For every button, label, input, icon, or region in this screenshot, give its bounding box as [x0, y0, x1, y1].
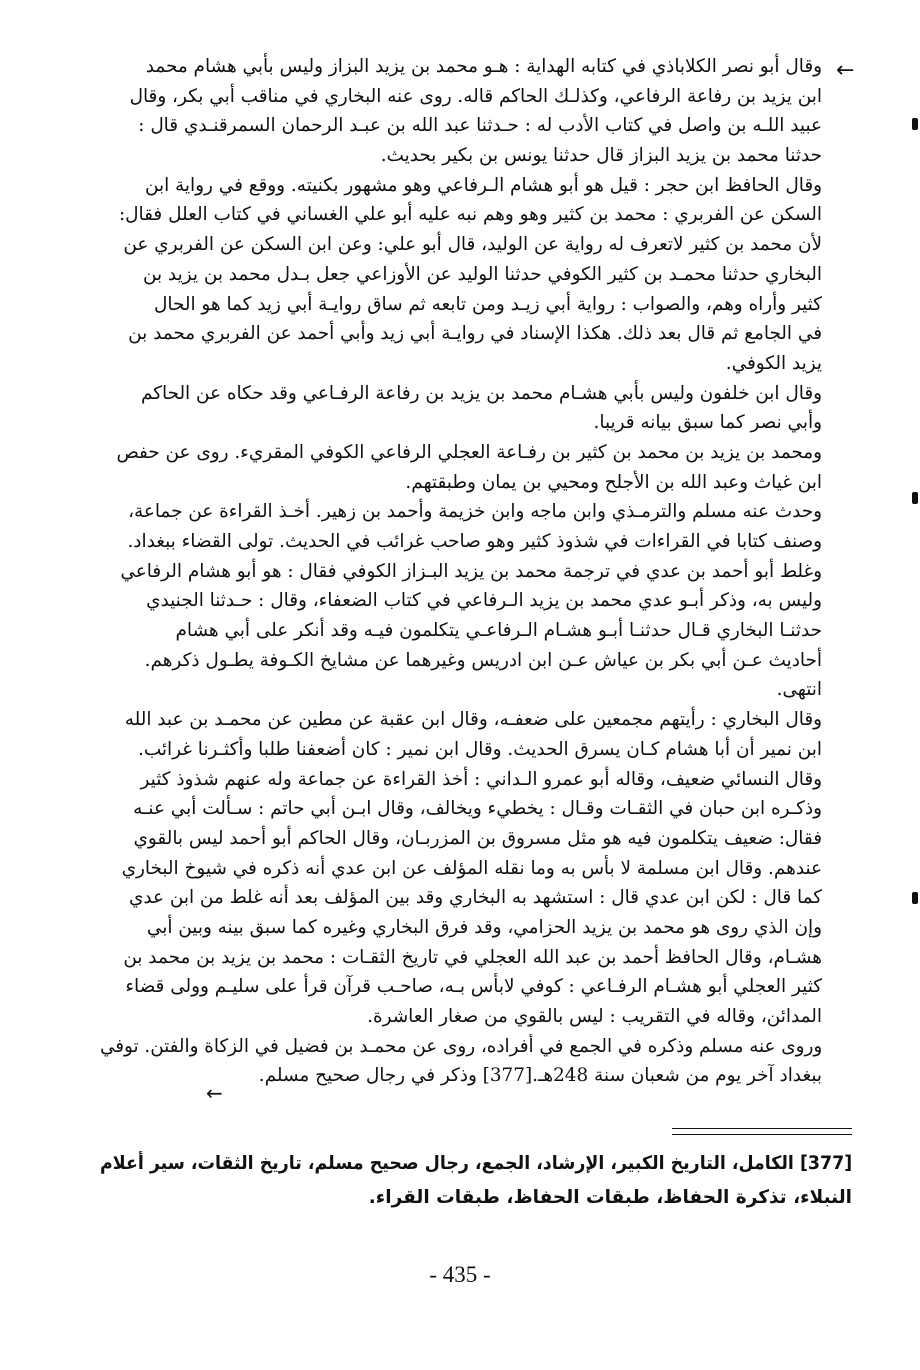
text-line: عندهم. وقال ابن مسلمة لا بأس به وما نقله المؤلف عن ابن عدي أنه ذكره في شيوخ البخاري — [121, 857, 822, 879]
text-line: وروى عنه مسلم وذكره في الجمع في أفراده، روى عن محمـد بن فضيل في الزكاة والفتن. توفي — [100, 1035, 822, 1057]
text-line: وقال ابن خلفون وليس بأبي هشـام محمد بن يزيد بن رفاعة الرفـاعي وقد حكاه عن الحاكم — [140, 382, 822, 404]
page-number: - 435 - — [429, 1262, 491, 1287]
text-line: فقال: ضعيف يتكلمون فيه هو مثل مسروق بن المزربـان، وقال الحاكم أبو أحمد ليس بالقوي — [133, 827, 822, 849]
main-text — [100, 52, 822, 1091]
binding-hole-mark — [912, 492, 918, 504]
text-line: لأن محمد بن كثير لاتعرف له رواية عن الوليد، قال أبو علي: وعن ابن السكن عن الفربري عن — [123, 234, 822, 256]
text-line: ابن غياث وعبد الله بن الأجلح ومحيي بن يمان وطبقتهم. — [405, 471, 822, 493]
continuation-arrow-end-icon: ← — [206, 1081, 223, 1105]
binding-hole-mark — [912, 118, 918, 130]
text-line: في الجامع ثم قال بعد ذلك. هكذا الإسناد في روايـة أبي زيد وأبي أحمد عن الفربري محمد بن — [128, 323, 822, 345]
text-line: وقال البخاري : رأيتهم مجمعين على ضعفـه، وقال ابن عقبة عن مطين عن محمـد بن عبد الله — [124, 709, 822, 731]
text-line: وحدث عنه مسلم والترمـذي وابن ماجه وابن خزيمة وأحمد بن زهير. أخـذ القراءة عن جماعة، — [128, 501, 822, 523]
text-line: وغلط أبو أحمد بن عدي في ترجمة محمد بن يزيد البـزاز الكوفي فقال : هو أبو هشام الرفاعي — [120, 560, 822, 582]
text-line: حدثنا محمد بن يزيد البزاز قال حدثنا يونس بن بكير بحديث. — [380, 145, 822, 167]
text-line: وقال أبو نصر الكلاباذي في كتابه الهداية : هـو محمد بن يزيد البزاز وليس بأبي هشام محمد — [145, 56, 822, 77]
binding-hole-mark — [912, 892, 918, 904]
text-line: وقال النسائي ضعيف، وقاله أبو عمرو الـداني : أخذ القراءة عن جماعة وله عنهم شذوذ كثير — [140, 768, 822, 790]
text-line: هشـام، وقال الحافظ أحمد بن عبد الله العجلي في تاريخ الثقـات : محمد بن يزيد بن محمد بن — [123, 946, 822, 968]
text-line: كثير وأراه وهم، والصواب : رواية أبي زيـد ومن تابعه ثم ساق روايـة أبي زيد كما هو الحال — [154, 293, 822, 315]
text-line: ابن يزيد بن رفاعة الرفاعي، وكذلـك الحاكم قاله. روى عنه البخاري في مناقب أبي بكر، وقال — [129, 85, 822, 107]
text-line: وإن الذي روى هو محمد بن يزيد الحزامي، وقد فرق البخاري وغيره كما سبق بينه وبين أبي — [146, 916, 822, 938]
footnote — [100, 1147, 852, 1215]
footnote-separator — [672, 1128, 852, 1129]
text-line: البخاري حدثنا محمـد بن كثير الكوفي حدثنا الوليد عن الأوزاعي جعل بـدل محمد بن يزيد بن — [142, 263, 822, 285]
continuation-arrow-icon: ← — [836, 58, 855, 83]
text-line: كثير العجلي أبو هشـام الرفـاعي : كوفي لابأس بـه، صاحـب قرآن قرأ على سليـم وولى قضاء — [125, 976, 822, 998]
text-line: وذكـره ابن حبان في الثقـات وقـال : يخطيء ويخالف، وقال ابـن أبي حاتم : سـألت أبي عنـه — [133, 798, 822, 820]
text-line: وصنف كتابا في القراءات في شذوذ كثير وهو صاحب غرائب في الحديث. تولى القضاء ببغداد. — [127, 531, 822, 552]
text-line: ابن نمير أن أبا هشام كـان يسرق الحديث. وقال ابن نمير : كان أضعفنا طلبا وأكثـرنا غرائب. — [138, 738, 822, 760]
text-line: عبيد اللـه بن واصل في كتاب الأدب له : حـدثنا عبد الله بن عبـد الرحمان السمرقنـدي قال : — [138, 115, 822, 137]
footnote-separator — [672, 1134, 852, 1135]
text-line: السكن عن الفربري : محمد بن كثير وهو وهم نبه عليه أبو علي الغساني في كتاب العلل فقال: — [118, 204, 822, 226]
text-line: ومحمد بن يزيد بن محمد بن كثير بن رفـاعة العجلي الرفاعي الكوفي المقريء. روى عن حفص — [116, 441, 822, 463]
text-line: المدائن، وقاله في التقريب : ليس بالقوي من صغار العاشرة. — [367, 1006, 822, 1027]
footnote-line: [377] الكامل، التاريخ الكبير، الإرشاد، الجمع، رجال صحيح مسلم، تاريخ الثقات، سير أعلام — [99, 1153, 852, 1174]
text-line: ببغداد آخر يوم من شعبان سنة 248هـ.[377] وذكر في رجال صحيح مسلم. — [258, 1065, 822, 1087]
text-line: أحاديث عـن أبي بكر بن عياش عـن ابن ادريس وغيرهما عن مشايخ الكـوفة يطـول ذكرهم. — [144, 649, 822, 671]
text-line: انتهى. — [776, 679, 822, 701]
text-line: كما قال : لكن ابن عدي قال : استشهد به البخاري وقد بين المؤلف بعد أنه غلط من ابن عدي — [128, 887, 822, 909]
text-line: وأبي نصر كما سبق بيانه قريبا. — [593, 412, 822, 434]
text-line: وقال الحافظ ابن حجر : قيل هو أبو هشام الـرفاعي وهو مشهور بكنيته. ووقع في رواية ابن — [144, 174, 822, 196]
footnote-line: النبلاء، تذكرة الحفاظ، طبقات الحفاظ، طبقات القراء. — [368, 1187, 852, 1208]
text-line: وليس به، وذكر أبـو عدي محمد بن يزيد الـرفاعي في كتاب الضعفاء، وقال : حـدثنا الجنيدي — [146, 590, 822, 612]
text-line: يزيد الكوفي. — [725, 352, 822, 374]
text-line: حدثنـا البخاري قـال حدثنـا أبـو هشـام الـرفاعـي يتكلمون فيـه وقد أنكر على أبي هشام — [175, 620, 822, 642]
